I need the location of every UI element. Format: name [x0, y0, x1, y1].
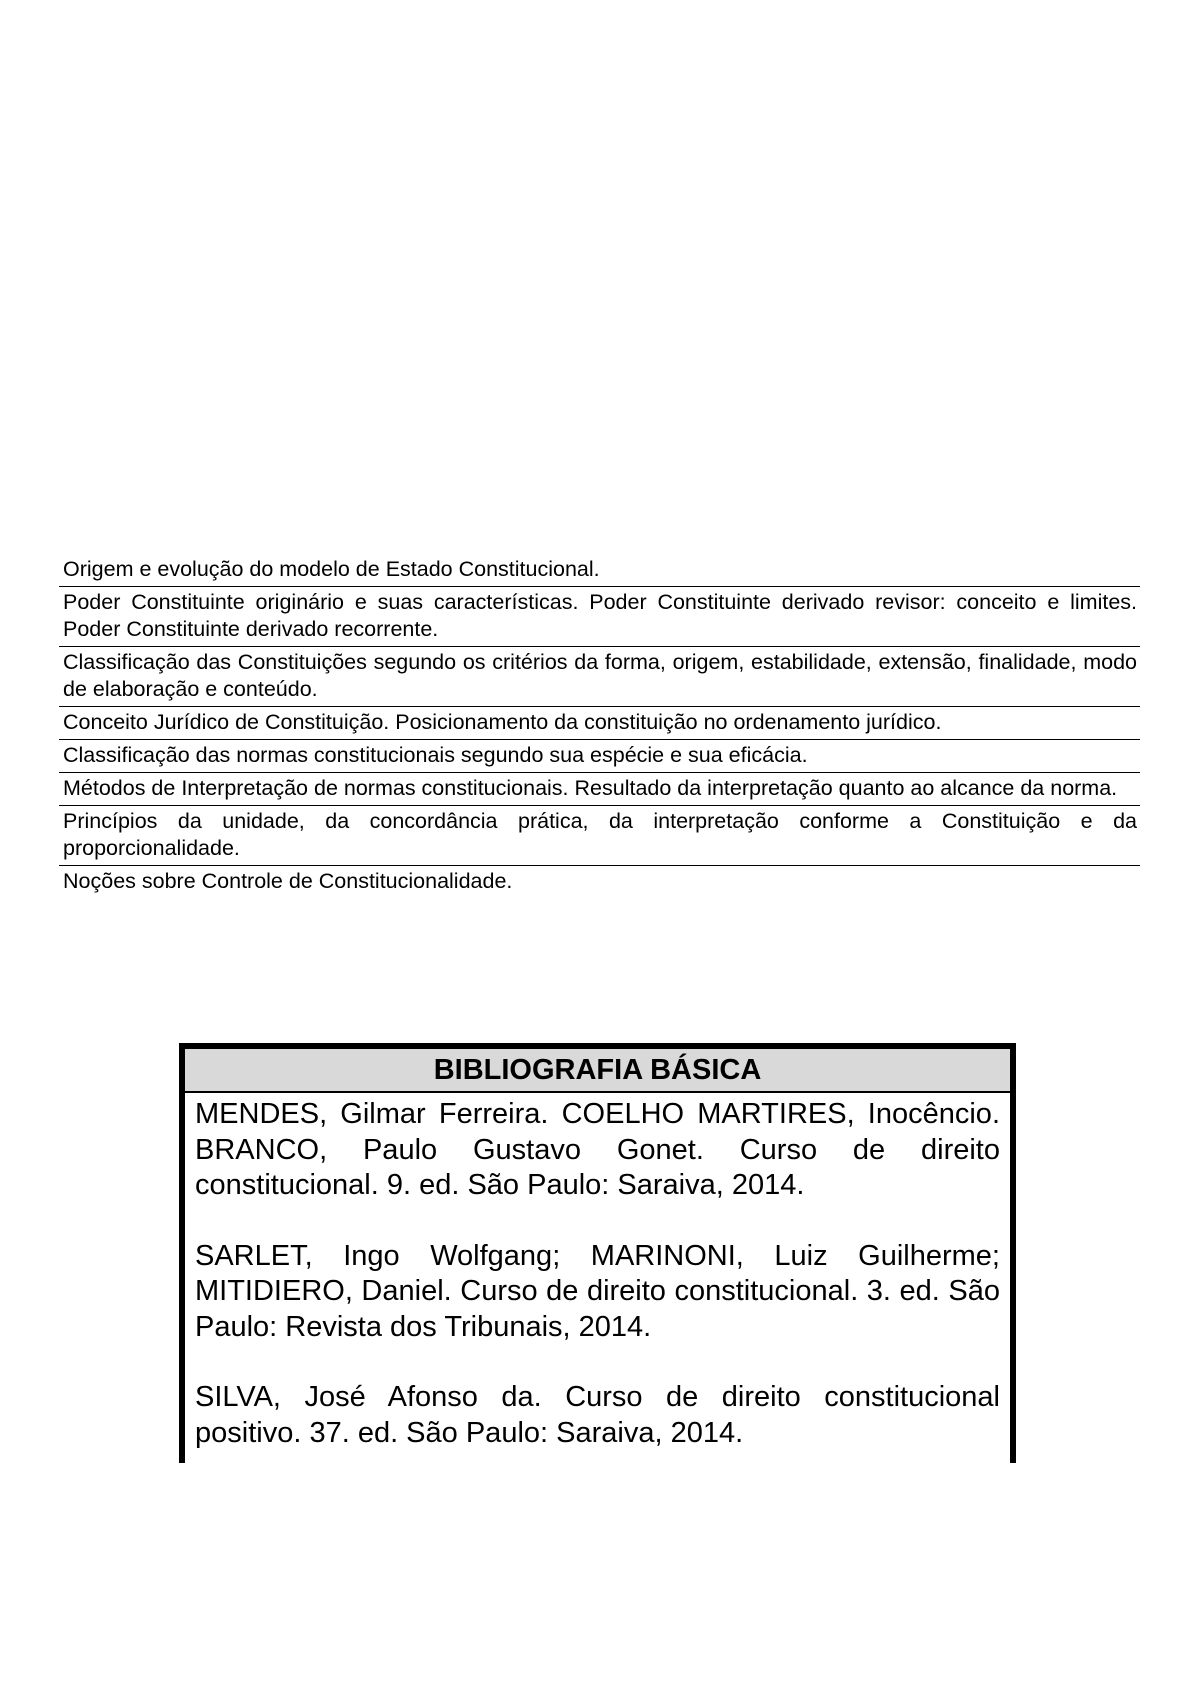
topic-row: Métodos de Interpretação de normas constitucionais. Resultado da interpretação quanto ao alcance da norma. [59, 772, 1140, 805]
topic-row: Classificação das Constituições segundo os critérios da forma, origem, estabilidade, extensão, finalidade, modo de elaboração e conteúdo. [59, 646, 1140, 706]
topic-row: Origem e evolução do modelo de Estado Constitucional. [63, 557, 600, 581]
syllabus-topics-table [59, 554, 1140, 898]
bibliography-list [185, 1093, 1010, 1451]
bibliography-entry: MENDES, Gilmar Ferreira. COELHO MARTIRES, Inocêncio. BRANCO, Paulo Gustavo Gonet. Curso de direito constitucional. 9. ed. São Paulo: Saraiva, 2014. [195, 1098, 1000, 1201]
bibliography-entry: SARLET, Ingo Wolfgang; MARINONI, Luiz Guilherme; MITIDIERO, Daniel. Curso de direito constitucional. 3. ed. São Paulo: Revista dos Tribunais, 2014. [195, 1239, 1000, 1343]
topic-row: Noções sobre Controle de Constitucionalidade. [59, 865, 1140, 898]
bibliography-title: BIBLIOGRAFIA BÁSICA [185, 1049, 1010, 1093]
topic-row: Poder Constituinte originário e suas características. Poder Constituinte derivado revisor: conceito e limites. Poder Constituinte derivado recorrente. [59, 586, 1140, 646]
topic-row: Princípios da unidade, da concordância prática, da interpretação conforme a Constituição e da proporcionalidade. [59, 805, 1140, 865]
bibliography-entry: SILVA, José Afonso da. Curso de direito constitucional positivo. 37. ed. São Paulo: Saraiva, 2014. [195, 1381, 1000, 1449]
topic-row: Conceito Jurídico de Constituição. Posicionamento da constituição no ordenamento jurídico. [59, 706, 1140, 739]
topic-row: Classificação das normas constitucionais segundo sua espécie e sua eficácia. [59, 739, 1140, 772]
bibliography-box [179, 1043, 1016, 1463]
